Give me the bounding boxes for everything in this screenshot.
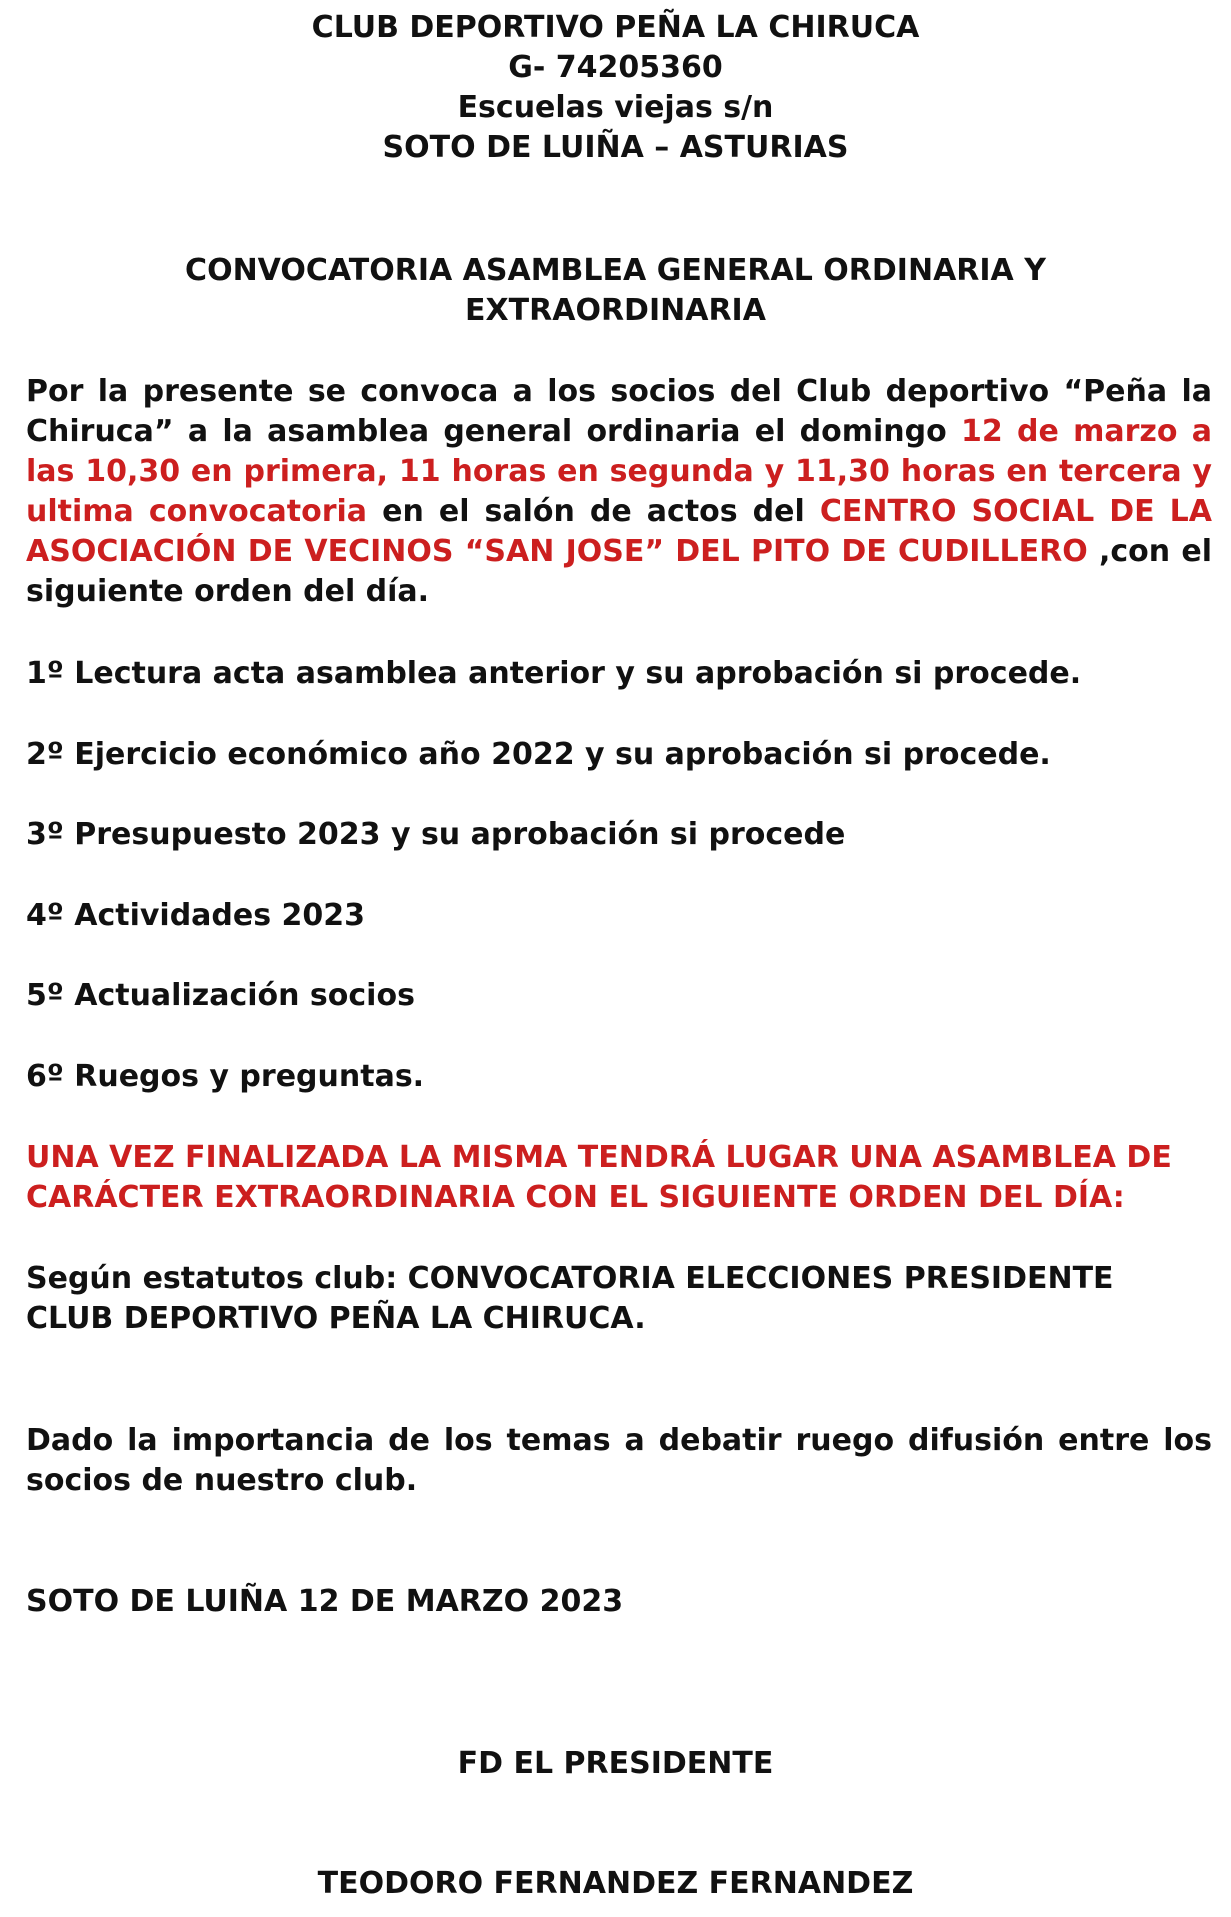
- title-line-2: EXTRAORDINARIA: [465, 293, 766, 328]
- date-line: SOTO DE LUIÑA 12 DE MARZO 2023: [26, 1584, 624, 1619]
- agenda-item: 4º Actividades 2023: [26, 898, 366, 933]
- agenda-item: 3º Presupuesto 2023 y su aprobación si procede: [26, 817, 846, 852]
- signature-label: FD EL PRESIDENTE: [457, 1746, 774, 1781]
- club-address: Escuelas viejas s/n: [457, 90, 774, 125]
- agenda-item: 2º Ejercicio económico año 2022 y su aprobación si procede.: [26, 737, 1051, 772]
- extraordinary-item: [26, 1259, 1212, 1339]
- title-line-1: CONVOCATORIA ASAMBLEA GENERAL ORDINARIA Y: [185, 253, 1046, 288]
- notice-line-1: UNA VEZ FINALIZADA LA MISMA TENDRÁ LUGAR UNA ASAMBLEA DE: [26, 1140, 1172, 1175]
- extraordinary-notice: [26, 1138, 1212, 1218]
- extraordinary-line-1: Según estatutos club: CONVOCATORIA ELECCIONES PRESIDENTE: [26, 1261, 1114, 1296]
- closing-paragraph: Dado la importancia de los temas a debatir ruego difusión entre los socios de nuestro club.: [26, 1423, 1212, 1498]
- signatory-name: TEODORO FERNANDEZ FERNANDEZ: [317, 1866, 914, 1901]
- agenda-item: 5º Actualización socios: [26, 978, 415, 1013]
- tax-id: G- 74205360: [508, 50, 723, 85]
- header: [0, 8, 1231, 168]
- meeting-venue: CENTRO SOCIAL DE LA ASOCIACIÓN DE VECINOS “SAN JOSE” DEL PITO DE CUDILLERO: [26, 494, 1213, 569]
- agenda-item: 1º Lectura acta asamblea anterior y su aprobación si procede.: [26, 656, 1082, 691]
- club-name: CLUB DEPORTIVO PEÑA LA CHIRUCA: [311, 10, 920, 45]
- intro-text-1: Por la presente se convoca a los socios del Club deportivo “Peña la Chiruca” a la asamblea general ordinaria el domingo: [26, 374, 1212, 449]
- notice-line-2: CARÁCTER EXTRAORDINARIA CON EL SIGUIENTE ORDEN DEL DÍA:: [26, 1180, 1125, 1215]
- document-title: [0, 251, 1231, 331]
- intro-text-3: ,con el siguiente orden del día.: [26, 534, 1212, 609]
- intro-text-2: en el salón de actos del: [367, 494, 820, 529]
- extraordinary-line-2: CLUB DEPORTIVO PEÑA LA CHIRUCA.: [26, 1301, 646, 1336]
- intro-paragraph: [26, 372, 1212, 612]
- club-location: SOTO DE LUIÑA – ASTURIAS: [382, 130, 849, 165]
- meeting-schedule: 12 de marzo a las 10,30 en primera, 11 horas en segunda y 11,30 horas en tercera y ultima convocatoria: [26, 414, 1212, 529]
- agenda-item: 6º Ruegos y preguntas.: [26, 1059, 425, 1094]
